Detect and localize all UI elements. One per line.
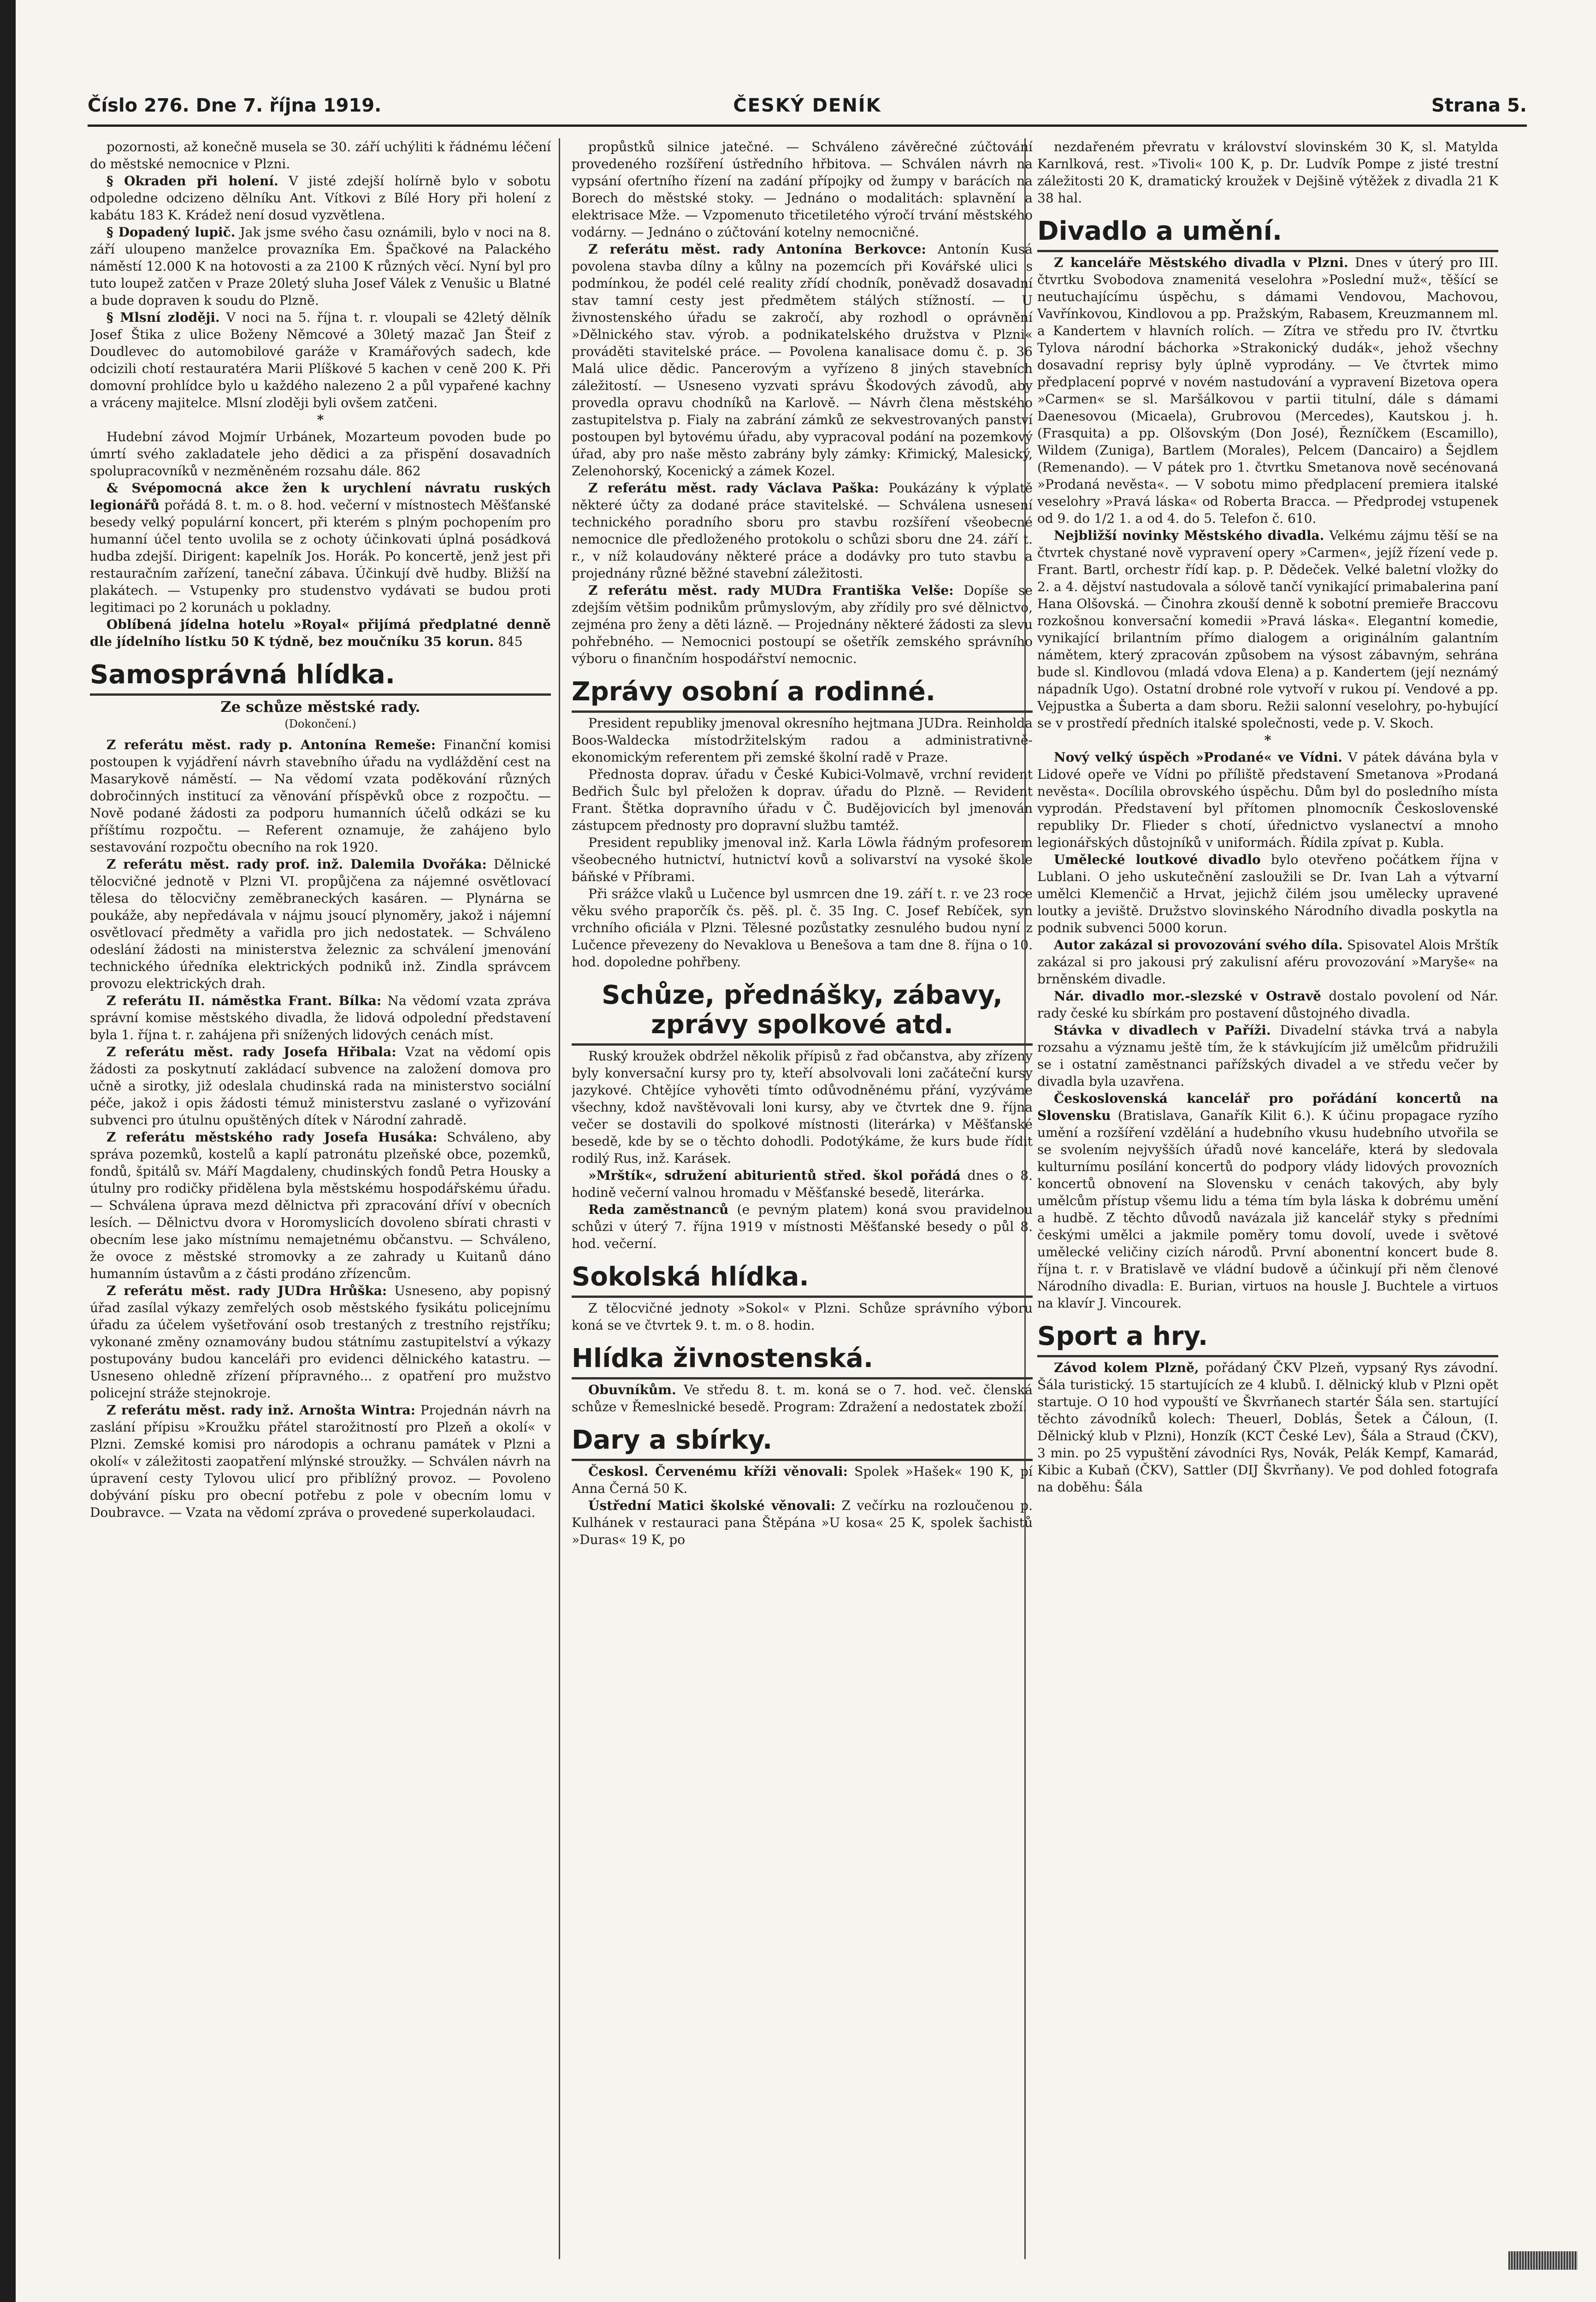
- article-text: (Bratislava, Ganařík Kilit 6.). K účinu propagace ryzího umění a rozšíření vzdělání a hudebního vkusu hudebního utvořila se se svolením nejvyšších úřadů nové kanceláře, která by sledovala kulturnímu posílání koncertů do podpory vlády lidových provozních koncertů obnovení na Slovensku v cenách takových, aby byly umělcům přístup všemu lidu a téma tím byla láska k dobrému umění a hudbě. Z těchto důvodů navázala již kancelář styky s předními českými umělci a jakmile poměry tomu dovolí, uvede i světové umělecké veličiny cizích národů. První abonentní koncert bude 8. října t. r. v Bratislavě ve vládní budově a účinkují při něm členové Národního divadla: E. Burian, virtuos na housle J. Buchtele a virtuos na klavír J. Vincourek.: [1037, 1108, 1498, 1311]
- article-text: Velkému zájmu těší se na čtvrtek chystané nově vypravení opery »Carmen«, jejíž řízení vede p. Frant. Bartl, orchestr řídí kap. p. P. Dědeček. Velké baletní vložky do 2. a 4. dějství nastudovala a sólově tančí vynikající primabalerina paní Hana Olšovská. — Činohra zkouší denně k sobotní premieře Braccovu rozkošnou konversační komedii »Pravá láska«. Elegantní komedie, vynikající brilantním přímo dialogem a originálním galantním námětem, který zpracován způsobem na výsost zábavným, sehrána bude sl. Kindlovou (mladá vdova Elena) a p. Kandertem (její neznámý nápadník Ugo). Ostatní drobné role vytvoří v rukou pí. Vendové a pp. Vejpustka a Šuberta a dam sboru. Režii salonní veselohry, po-hybující se v prostředí předních italské společnosti, vede p. V. Skoch.: [1037, 528, 1498, 731]
- article: [1037, 138, 1498, 207]
- article-text: Ve středu 8. t. m. koná se o 7. hod. več. členská schůze v Řemeslnické besedě. Program: Zdražení a nedostatek zboží.: [572, 1382, 1033, 1414]
- article: [1037, 749, 1498, 851]
- section-subhead-note: (Dokončení.): [284, 717, 356, 730]
- article-lead: Nový velký úspěch »Prodané« ve Vídni.: [1054, 750, 1342, 765]
- article-text: Projednán návrh na zaslání přípisu »Kroužku přátel starožitností pro Plzeň a okolí« v Plzni. Zemské komisi pro národopis a ochranu památek v Plzni a okolí« v záležitosti zaopatření mlýnské stroužky. — Schválen návrh na úpravení cesty Tylovou ulicí pro přiblížný provoz. — Povoleno dobývání písku pro obecní potřebu z pole v obecním lomu v Doubravce. — Vzata na vědomí zpráva o provedené superkolaudaci.: [90, 1403, 551, 1520]
- article: [90, 1043, 551, 1129]
- article: [572, 1497, 1033, 1548]
- article-text: President republiky jmenoval inž. Karla Löwla řádným profesorem všeobecného hutnictví, hutnictví kovů a solivarství na vysoké škole báňské v Příbrami.: [572, 835, 1033, 884]
- article: [572, 582, 1033, 667]
- separator-mark: *: [1264, 733, 1271, 748]
- article: [572, 138, 1033, 241]
- article-lead: Z referátu měst. rady Václava Paška:: [588, 480, 879, 496]
- article-text: Spisovatel Alois Mrštík zakázal si pro jakousi prý zakulisní aféru provozování »Maryše« na brněnském divadle.: [1037, 937, 1498, 987]
- section-title: Hlídka živnostenská.: [572, 1344, 1033, 1379]
- article-text: Dopíše se zdejším většim podnikům průmyslovým, aby zřídily pro své dělnictvo, zejména pro ženy a děti lázně. — Projednány některé žádosti za slevu pohřebného. — Nemocnici postoupí se ošetřík zemského správního výboru o finančním hospodářství nemocnic.: [572, 583, 1033, 666]
- article-text: Ruský kroužek obdržel několik přípisů z řad občanstva, aby zřízeny byly konversační kursy pro ty, kteří absolvovali loni začáteční kursy jazykové. Chtějíce vyhověti tímto odůvodněnému přání, vyzýváme všechny, kdož navštěvovali loni kursy, aby ve čtvrtek dne 9. října večer se dostavili do spolkové místnosti (literárka) v Měšťanské besedě, kde by se o těchto dohodli. Podotýkáme, že kurs bude řídit rodilý Rus, inž. Karásek.: [572, 1048, 1033, 1166]
- article-text: V jisté zdejší holírně bylo v sobotu odpoledne odcizeno dělníku Ant. Vítkovi z Bílé Hory při holení z kabátu 183 K. Krádež není dosud vyzvětlena.: [90, 173, 551, 223]
- article-text: Hudební závod Mojmír Urbánek, Mozarteum povoden bude po úmrtí svého zakladatele jeho dědici a za přispění dosavadních spolupracovníků v nezměněném rozsahu dále. 862: [90, 429, 551, 479]
- article: [572, 1463, 1033, 1497]
- separator-mark: *: [317, 412, 324, 427]
- article-lead: Z referátu městského rady Josefa Husáka:: [106, 1130, 437, 1145]
- column-1: [90, 138, 551, 2259]
- article-text: President republiky jmenoval okresního hejtmana JUDra. Reinholda Boos-Waldecka místodržitelským radou a administrativně-ekonomickým referentem při zemské školní radě v Praze.: [572, 716, 1033, 765]
- article-text: Spolek »Hašek« 190 K, pí Anna Černá 50 K.: [572, 1464, 1033, 1496]
- article-text: Poukázány k výplatě některé účty za dodané práce stavitelské. — Schválena usnesení technického poradního sboru pro stavbu rozšíření všeobecné nemocnice dle předloženého protokolu o schůzi sboru dne 24. září t. r., v níž kolaudovány některé práce a dodávky pro tuto stavbu a projednány různé běžné stavební záležitosti.: [572, 480, 1033, 581]
- article-lead: Československá kancelář pro pořádání koncertů na Slovensku: [1037, 1091, 1498, 1123]
- article: [90, 1129, 551, 1282]
- article-lead: Českosl. Červenému kříži věnovali:: [588, 1464, 848, 1479]
- article: [572, 1201, 1033, 1252]
- scan-barcode-mark: [1508, 2251, 1578, 2270]
- article-lead: Stávka v divadlech v Paříži.: [1054, 1023, 1271, 1038]
- article: [572, 1381, 1033, 1415]
- article: [1037, 851, 1498, 936]
- article-text: dostalo povolení od Nár. rady české ku sbírkám pro postavení důstojného divadla.: [1037, 988, 1498, 1021]
- scan-edge: [0, 0, 16, 2302]
- article-text: pořádaný ČKV Plzeň, vypsaný Rys závodní. Šála turistický. 15 startujících ze 4 klubů. I. dělnický klub v Plzni opět startuje. O 10 hod vypouští ve Škvrňanech startér Šála sen. startující těchto závodníků kolech: Theuerl, Doblás, Šetek a Čáloun, (I. Dělnický klub v Plzni), Honzík (KCT České Lev), Šála a Straud (ČKV), 3 min. po 25 vypuštění závodníci Rys, Novák, Pelák Kempf, Kamarád, Kibic a Kubaň (ČKV), Sattler (DIJ Škvrňany). Ve pod dohled fotografa na doběhu: Šála: [1037, 1360, 1498, 1495]
- article-text: V pátek dávána byla v Lidové opeře ve Vídni po příliště představení Smetanova »Prodaná nevěsta«. Docílila obrovského úspěchu. Dům byl do posledního místa vyprodán. Představení byl přítomen plnomocník Československé republiky Dr. Flieder s chotí, úřednictvo vyslanectví a mnoho legionářských důstojníků v uniformách. Řídila zpívat p. Kubla.: [1037, 750, 1498, 850]
- article-lead: Nár. divadlo mor.-slezské v Ostravě: [1054, 988, 1321, 1004]
- article: [90, 309, 551, 411]
- section-title: Sport a hry.: [1037, 1322, 1498, 1357]
- section-title: Samosprávná hlídka.: [90, 660, 551, 696]
- article-text: Divadelní stávka trvá a nabyla rozsahu a významu ještě tím, že k stávkujícím již umělcům přidružili se i ostatní zaměstnanci pařížských divadel a ve středu večer by divadla byla uzavřena.: [1037, 1023, 1498, 1089]
- article: [572, 766, 1033, 834]
- article: [90, 856, 551, 992]
- article-text: Dnes v úterý pro III. čtvrtku Svobodova znamenitá veselohra »Poslední muž«, těšící se neutuchajícímu úspěchu, s dámami Vendovou, Machovou, Vavřínkovou, Kindlovou a pp. Pražským, Rabasem, Kreuzmannem ml. a Kandertem v hlavních rolích. — Zítra ve středu pro IV. čtvrtku Tylova národní báchorka »Strakonický dudák«, jehož všechny dosavadní reprisy byly úplně vyprodány. — Ve čtvrtek mimo předplacení poprvé v novém nastudování a vypravení Bizetova opera »Carmen« se sl. Maršálkovou v partii titulní, dále s dámami Daenesovou (Micaela), Grubrovou (Mercedes), Kautskou j. h. (Frasquita) a pp. Olšovským (Don José), Řezníčkem (Escamillo), Wildem (Zuniga), Bartlem (Morales), Pelcem (Dancairo) a Šejdlem (Remenando). — V pátek pro 1. čtvrtku Smetanova nově secénovaná »Prodaná nevěsta«. — V sobotu mimo předplacení premiera italské veselohry »Pravá láska« od Roberta Bracca. — Předprodej vstupenek od 9. do 1/2 1. a od 4. do 5. Telefon č. 610.: [1037, 255, 1498, 526]
- article-lead: & Svépomocná akce žen k urychlení návratu ruských legionářů: [90, 480, 551, 513]
- article: [1037, 936, 1498, 988]
- article-text: Antonín Kusá povolena stavba dílny a kůlny na pozemcích při Kovářské ulici s podmínkou, že podél celé reality zřídí chodník, poněvadž dosavadní stav tamní cesty jest předmětem stálých stížností. — U živnostenského úřadu se zakročí, aby rozhodl o oprávnění »Dělnického stav. výrob. a podnikatelského družstva v Plzni« prováděti stavitelské práce. — Povolena kanalisace domu č. p. 36 Malá ulice dědic. Pancerovým a vyřízeno 8 jiných stavebních záležitostí. — Usneseno vyzvati správu Škodových závodů, aby provedla opravu chodníků na Karlově. — Návrh člena městského zastupitelstva p. Fialy na zabrání zámků ze sekvestrovaných panství postoupen byl bytovému úřadu, aby vypracoval podání na pozemkový úřad, aby pro naše město zabrány byly zámky: Křimický, Malesický, Zelenohorský, Kocenický a zámek Kozel.: [572, 242, 1033, 479]
- article-text: Při srážce vlaků u Lučence byl usmrcen dne 19. září t. r. ve 23 roce věku svého praporčík čs. pěš. pl. č. 35 Ing. C. Josef Rebíček, syn vrchního oficiála v Plzni. Tělesné pozůstatky zesnulého budou nyní z Lučence převezeny do Nevaklova u Benešova a tam dne 8. října o 10. hod. dopoledne pohřbeny.: [572, 886, 1033, 970]
- article-continuation: pozornosti, až konečně musela se 30. září uchýliti k řádnému léčení do městské nemocnice v Plzni.: [90, 139, 551, 172]
- article-text: Vzat na vědomí opis žádosti za poskytnutí zakládací subvence na založení domova pro učně a sirotky, již odeslala chudinská rada na ministerstvo sociální péče, jakož i opis žádosti témuž ministerstvu zaslané o vyřizování subvenci pro útulnu opuštěných dítek v Národní zahradě.: [90, 1044, 551, 1128]
- article-lead: Z referátu měst. rady Josefa Hřibala:: [106, 1044, 396, 1059]
- article-lead: Oblíbená jídelna hotelu »Royal« přijímá předplatné denně dle jídelního lístku 50 K týdně, bez moučníku 35 korun.: [90, 617, 551, 649]
- article-text: propůstků silnice jatečné. — Schváleno závěrečné zúčtování provedeného rozšíření ústředního hřbitova. — Schválen návrh na vypsání ofertního řízení na zadání přípojky od žumpy v barácích na Borech do městské stoky. — Jednáno o modalitách: splavnění a elektrisace Mže. — Vzpomenuto třicetiletého výročí trvání městského vodárny. — Jednáno o zúčtování kotelny nemocničné.: [572, 139, 1033, 240]
- article: [572, 885, 1033, 971]
- article-text: bylo otevřeno počátkem října v Lublani. O jeho uskutečnění zasloužili se Dr. Ivan Lah a výtvarní umělci Klemenčič a Hrvat, jejichž čilém jsou umělecky upravené loutky a jeviště. Družstvo slovinského Národního divadla poskytla na podnik subvenci 5000 korun.: [1037, 852, 1498, 935]
- article: [572, 834, 1033, 885]
- article-lead: »Mrštík«, sdružení abiturientů střed. škol pořádá: [588, 1168, 961, 1183]
- section-title: Sokolská hlídka.: [572, 1262, 1033, 1298]
- article-lead: Z kanceláře Městského divadla v Plzni.: [1054, 255, 1348, 270]
- article-text: (e pevným platem) koná svou pravidelnou schůzi v úterý 7. října 1919 v místnosti Měšťanské besedy o půl 8. hod. večerní.: [572, 1202, 1033, 1251]
- newspaper-title: ČESKÝ DENÍK: [733, 95, 881, 116]
- article-text: 845: [494, 634, 523, 649]
- article-lead: § Mlsní zloději.: [106, 310, 220, 325]
- article-lead: Autor zakázal si provozování svého díla.: [1054, 937, 1343, 953]
- article: [90, 1282, 551, 1402]
- article: [572, 1167, 1033, 1201]
- article-lead: Obuvníkům.: [588, 1382, 676, 1397]
- article: [572, 241, 1033, 479]
- article-text: Na vědomí vzata zpráva správní komise městského divadla, že lidová odpolední představení byla 1. října t. r. zahájena při snížených lidových cenách míst.: [90, 993, 551, 1042]
- article-lead: Z referátu měst. rady p. Antonína Remeše:: [106, 737, 436, 752]
- article-lead: Z referátu měst. rady MUDra Františka Velše:: [588, 583, 954, 598]
- issue-date: Číslo 276. Dne 7. října 1919.: [88, 95, 382, 116]
- page-number: Strana 5.: [1431, 95, 1527, 116]
- article-text: V noci na 5. října t. r. vloupali se 42letý dělník Josef Štika z ulice Boženy Němcové a 30letý mazač Jan Šteif z Doudlevec do automobilové garáže v Kramářových sadech, kde odcizili chotí restauratéra Marii Plíškové 5 kachen v ceně 200 K. Při domovní prohlídce bylo u každého nalezeno 2 a půl vypařené kachny a vráceny majitelce. Mlsní zloději byli ovšem zatčeni.: [90, 310, 551, 410]
- article: [90, 736, 551, 856]
- article: [572, 479, 1033, 582]
- article: [90, 172, 551, 224]
- article: [1037, 1090, 1498, 1312]
- column-rule: [559, 138, 560, 2259]
- section-title: Schůze, přednášky, zábavy, zprávy spolkové atd.: [572, 981, 1033, 1046]
- article: [90, 479, 551, 616]
- article-text: Schváleno, aby správa pozemků, kostelů a kaplí patronátu plzeňské obce, pozemků, fondů, špitálů sv. Máří Magdaleny, chudinských fondů Petra Housky a útulny pro rodičky přidělena byla městskému hospodářskému úřadu. — Schválena úprava mezd dělnictva při zpracování dříví v obecních lesích. — Dělnictvu dvora v Horomyslicích dovoleno sbírati chrasti v obecním lese jako místnímu nemajetnému občanstvu. — Schváleno, že ovoce z městské stromovky a ze zahrady u Kuitanů dáno humanním ústavům a z části prodáno zřízencům.: [90, 1130, 551, 1281]
- article-lead: Nejbližší novinky Městského divadla.: [1054, 528, 1324, 543]
- masthead: [88, 92, 1527, 127]
- article: [90, 1402, 551, 1521]
- article-lead: Závod kolem Plzně,: [1054, 1360, 1199, 1375]
- article: [1037, 1359, 1498, 1496]
- section-title: Dary a sbírky.: [572, 1426, 1033, 1461]
- article: [1037, 1022, 1498, 1090]
- article-text: Z večírku na rozloučenou p. Kulhánek v restauraci pana Štěpána »U kosa« 25 K, spolek šachistů »Duras« 19 K, po: [572, 1498, 1033, 1547]
- article-lead: Z referátu měst. rady prof. inž. Dalemila Dvořáka:: [106, 857, 487, 872]
- article-text: Finanční komisi postoupen k vyjádření návrh stavebního úřadu na vydláždění cest na Masarykově náměstí. — Na vědomí vzata poděkování různých dobročinných institucí za věnování příspěvků obce z rozpočtu. — Nově podané žádosti za podporu humanních účelů odkázi se ku příštímu rozpočtu. — Referent oznamuje, že zahájeno bylo sestavování rozpočtu obecního na rok 1920.: [90, 737, 551, 855]
- article: [1037, 254, 1498, 527]
- article-lead: Z referátu měst. rady Antonína Berkovce:: [588, 242, 926, 257]
- article-text: Z tělocvičné jednoty »Sokol« v Plzni. Schůze správního výboru koná se ve čtvrtek 9. t. m. o 8. hodin.: [572, 1301, 1033, 1333]
- article-lead: Z referátu měst. rady inž. Arnošta Wintra:: [106, 1403, 416, 1418]
- article-text: pořádá 8. t. m. o 8. hod. večerní v místnostech Měšťanské besedy velký populární koncert, při kterém s plným pochopením pro humanní účel tento uvolila se z ochoty účinkovati úplná posádková hudba zdejší. Dirigent: kapelník Jos. Horák. Po koncertě, jenž jest při restauračním zařízení, taneční zábava. Účinkují dvě hudby. Bližší na plakátech. — Vstupenky pro studenstvo vydávati se budou proti legitimaci po 2 korunách u pokladny.: [90, 497, 551, 615]
- article-lead: § Dopadený lupič.: [106, 225, 236, 240]
- article-text: nezdařeném převratu v království slovinském 30 K, sl. Matylda Karnlková, rest. »Tivoli« 100 K, p. Dr. Ludvík Pompe z jisté trestní záležitosti 20 K, dramatický kroužek v Dejšině výtěžek z divadla 21 K 38 hal.: [1037, 139, 1498, 206]
- section-title: Divadlo a umění.: [1037, 217, 1498, 252]
- article: [90, 224, 551, 309]
- article-text: Dělnické tělocvičné jednotě v Plzni VI. propůjčena za nájemné osvětlovací tělesa do tělocvičny zeměbraneckých kasáren. — Plynárna se poukáže, aby nepředávala v nájmu jsoucí plynoměry, jakož i nájemní osvětlovací předměty a vařidla pro jich nedostatek. — Schváleno odeslání žádosti na ministerstva železnic za schválení jmenování technického úředníka elektrických podniků inž. Zindla správcem provozu elektrických drah.: [90, 857, 551, 991]
- article-lead: § Okraden při holení.: [106, 173, 278, 189]
- section-title: Zprávy osobní a rodinné.: [572, 677, 1033, 713]
- article: [572, 1300, 1033, 1334]
- article: [1037, 527, 1498, 732]
- column-3: [1037, 138, 1498, 2259]
- article-lead: Z referátu II. náměstka Frant. Bílka:: [106, 993, 382, 1008]
- article-text: dnes o 8. hodině večerní valnou hromadu v Měšťanské besedě, literárka.: [572, 1168, 1033, 1200]
- advertisement: [90, 616, 551, 650]
- article: [572, 715, 1033, 766]
- article: [90, 992, 551, 1043]
- section-subhead: Ze schůze městské rady.: [220, 698, 420, 716]
- article-text: Přednosta doprav. úřadu v České Kubici-Volmavě, vrchní revident Bedřich Šulc byl přeložen k doprav. úřadu do Plzně. — Revident Frant. Štětka dopravního úřadu v Č. Budějovicích byl jmenován zástupcem přednosty pro dopravní službu tamtéž.: [572, 767, 1033, 833]
- article-lead: Umělecké loutkové divadlo: [1054, 852, 1261, 867]
- article-lead: Ústřední Matici školské věnovali:: [588, 1498, 836, 1513]
- article: [572, 1047, 1033, 1167]
- article-lead: Z referátu měst. rady JUDra Hrůška:: [106, 1283, 387, 1298]
- column-2: [572, 138, 1033, 2259]
- article: [1037, 988, 1498, 1022]
- article-text: Jak jsme svého času oznámili, bylo v noci na 8. září uloupeno manželce provazníka Em. Špačkové na Palackého náměstí 12.000 K na hotovosti a za 2100 K různých věcí. Nyní byl pro tuto loupež zatčen v Praze 20letý sluha Josef Válek z Venušic u Blatné a bude dopraven k soudu do Plzně.: [90, 225, 551, 308]
- article-lead: Reda zaměstnanců: [588, 1202, 729, 1217]
- article-text: Usneseno, aby popisný úřad zasílal výkazy zemřelých osob městského fysikátu policejnímu úřadu za účelem vyšetřování osob trestaných z trestního rejstříku; vykonané změny oznamovány budou státnímu zastupitelství a výkazy postupovány budou kanceláři pro evidenci dělnického katastru. — Usneseno ohledně zřízení přípravného... z opatření pro mužstvo policejní stráže stejnokroje.: [90, 1283, 551, 1401]
- article: [90, 428, 551, 479]
